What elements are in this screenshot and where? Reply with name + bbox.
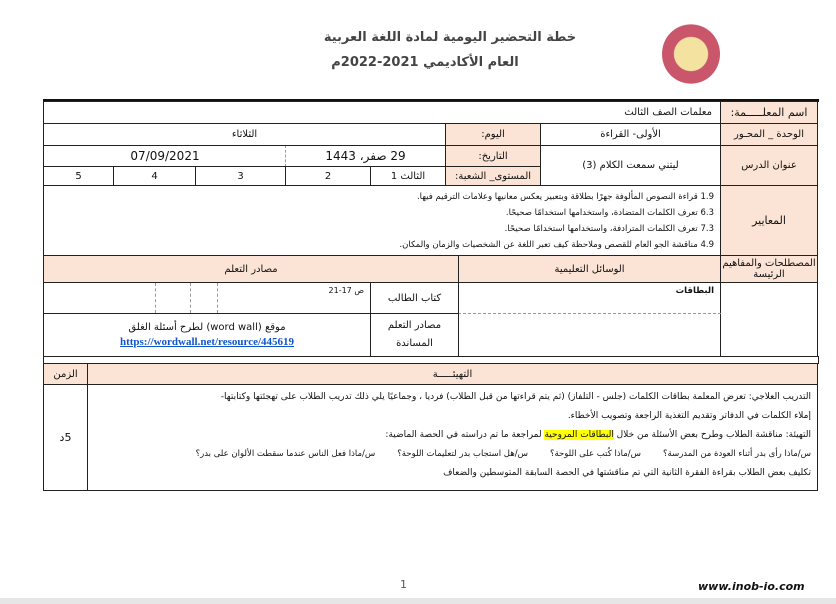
sources-label: مصادر التعلم <box>43 255 459 283</box>
question: س/ماذا رأى بدر أثناء العودة من المدرسة؟ <box>663 449 811 459</box>
section-3[interactable]: 3 <box>195 166 286 186</box>
book-pages: ص 17-21 <box>43 282 371 314</box>
gregorian-date: 07/09/2021 <box>43 145 286 167</box>
warmup-line <box>88 426 811 445</box>
document-title: خطة التحضير اليومية لمادة اللغة العربية <box>323 30 577 45</box>
lesson-label: عنوان الدرس <box>720 145 818 186</box>
warmup-line: التدريب العلاجي: تعرض المعلمة بطاقات الكلمات (جلس - التلفاز) (ثم يتم قراءتها من قبل الطلاب) فرديا ، وجماعيًا يلي ذلك تدريب الطلاب على تهجئتها وكتابتها- <box>220 392 811 402</box>
support-label: مصادر التعلم المساندة <box>370 313 459 357</box>
section-1[interactable]: الثالث 1 <box>370 166 446 186</box>
standard-item: 6.3 تعرف الكلمات المتضادة، واستخدامها استخدامًا صحيحًا. <box>505 208 714 218</box>
divider <box>458 313 721 314</box>
standard-item: 1.9 قراءة النصوص المألوفة جهرًا بطلاقة وبتعبير يعكس معانيها وعلامات الترقيم فيها. <box>416 192 714 202</box>
date-label: التاريخ: <box>445 145 541 167</box>
book-label: كتاب الطالب <box>370 282 459 314</box>
watermark: www.inob-io.com <box>698 580 805 593</box>
section-4[interactable]: 4 <box>113 166 196 186</box>
standard-item: 4.9 مناقشة الجو العام للقصص وملاحظة كيف تعبر اللغة عن الشخصيات والزمان والمكان. <box>399 240 714 250</box>
unit-label: الوحدة _ المحـور <box>720 123 818 146</box>
terms-label: المصطلحات والمفاهيم الرئيسة <box>720 255 818 283</box>
divider <box>190 283 191 313</box>
support-cell <box>43 313 371 357</box>
divider <box>217 283 218 313</box>
warmup-line: إملاء الكلمات في الدفاتر وتقديم التغذية الراجعة وتصويب الأخطاء. <box>567 411 811 421</box>
warmup-line: تكليف بعض الطلاب بقراءة الفقرة الثانية التي تم مناقشتها في الحصة السابقة المتوسطين والضعاف <box>443 468 811 478</box>
standards-list <box>43 185 721 256</box>
divider <box>155 283 156 313</box>
tools-label: الوسائل التعليمية <box>458 255 721 283</box>
time-value: 5د <box>43 384 88 491</box>
section-5[interactable]: 5 <box>43 166 114 186</box>
section-2[interactable]: 2 <box>285 166 371 186</box>
support-text: موقع (word wall) لطرح أسئلة الغلق <box>128 322 286 333</box>
question-list <box>88 445 811 464</box>
wordwall-link[interactable]: https://wordwall.net/resource/445619 <box>119 336 295 348</box>
warmup-content <box>87 384 818 491</box>
hijri-date: 29 صفر، 1443 <box>285 145 446 167</box>
warmup-label: التهيئـــــة <box>87 363 818 385</box>
warmup-text: لمراجعة ما تم دراسته في الحصة الماضية: <box>385 430 545 440</box>
page-bottom-edge <box>0 598 836 604</box>
page-number: 1 <box>400 578 407 591</box>
question: س/ماذا كُتب على اللوحة؟ <box>549 449 641 459</box>
academic-year: العام الأكاديمي 2021-2022م <box>331 55 519 70</box>
question: س/ماذا فعل الناس عندما سقطت الألوان على بدر؟ <box>195 449 376 459</box>
terms-cell <box>720 282 818 357</box>
standard-item: 7.3 تعرف الكلمات المترادفة، واستخدامها استخدامًا صحيحًا. <box>504 224 714 234</box>
time-label: الزمن <box>43 363 88 385</box>
highlighted-text: البطاقات المروحية <box>544 430 614 440</box>
day-label: اليوم: <box>445 123 541 146</box>
teacher-label: اسم المعلـــــمة: <box>720 101 818 124</box>
ministry-logo <box>662 24 720 84</box>
unit-value: الأولى- القراءة <box>540 123 721 146</box>
teacher-value: معلمات الصف الثالث <box>43 101 721 124</box>
level-label: المستوى_ الشعبة: <box>445 166 541 186</box>
standards-label: المعايير <box>720 185 818 256</box>
tools-value: البطاقات <box>458 282 721 357</box>
lesson-title: ليتني سمعت الكلام (3) <box>540 145 721 186</box>
day-value: الثلاثاء <box>43 123 446 146</box>
question: س/هل استجاب بدر لتعليمات اللوحة؟ <box>397 449 528 459</box>
warmup-text: التهيئة: مناقشة الطلاب وطرح بعض الأسئلة من خلال <box>613 430 811 440</box>
